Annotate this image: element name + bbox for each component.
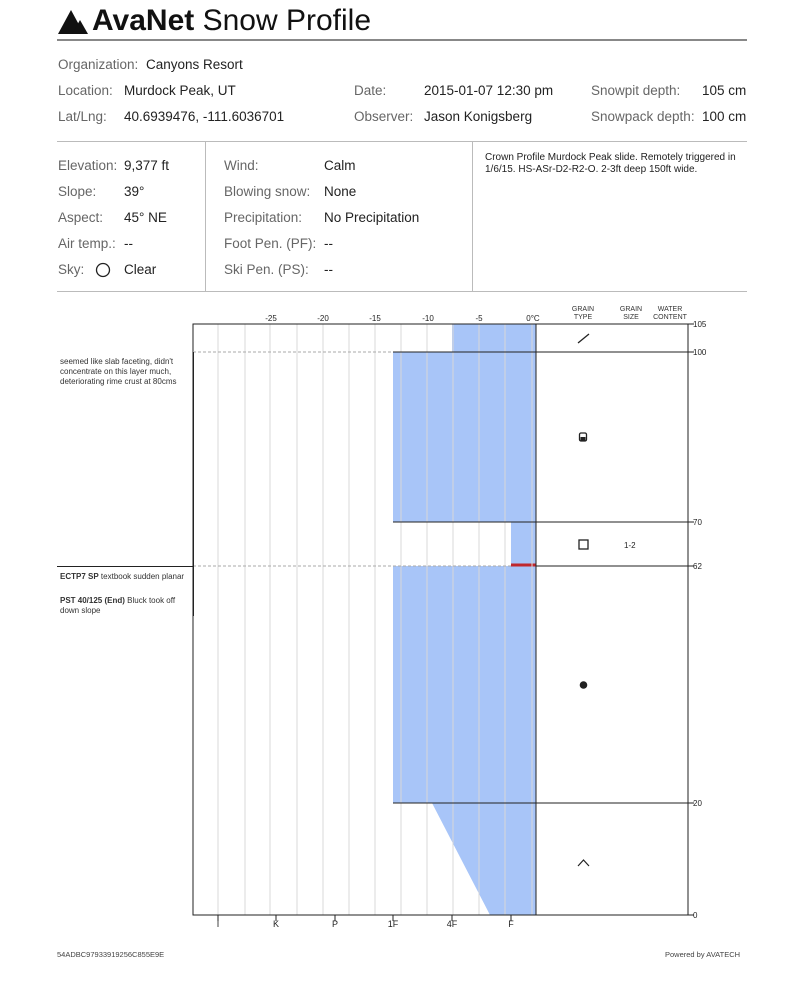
latlng-label: Lat/Lng: bbox=[58, 109, 107, 124]
ski-pen-value: -- bbox=[324, 262, 333, 277]
sky-value: Clear bbox=[124, 262, 157, 277]
depth-label-62: 62 bbox=[693, 562, 702, 571]
layer-comment-1: seemed like slab faceting, didn't concentrate on this layer much, deteriorating rime crust at 80cms bbox=[60, 357, 177, 386]
snowpit-label: Snowpit depth: bbox=[591, 83, 681, 98]
profile-id: 54ADBC97933919256C855E9E bbox=[57, 950, 165, 959]
hardness-tick: K bbox=[272, 919, 280, 929]
conditions-top-rule bbox=[57, 141, 747, 142]
slope-value: 39° bbox=[124, 184, 145, 199]
depth-label-0: 0 bbox=[693, 911, 698, 920]
rounded-facet-icon bbox=[580, 433, 587, 441]
page-title bbox=[92, 4, 371, 38]
depth-label-70: 70 bbox=[693, 518, 702, 527]
snowpack-value: 100 cm bbox=[702, 109, 747, 124]
stability-test-1 bbox=[60, 572, 188, 582]
test-1-name: ECTP7 SP bbox=[60, 572, 99, 581]
conditions-bottom-rule bbox=[57, 291, 747, 292]
grain-size-value: 1-2 bbox=[624, 541, 636, 550]
precipitation-value: No Precipitation bbox=[324, 210, 420, 225]
avanet-logo-icon bbox=[58, 8, 90, 34]
observer-label: Observer: bbox=[354, 109, 414, 124]
layer-62-20 bbox=[393, 566, 536, 803]
hardness-tick: P bbox=[331, 919, 339, 929]
blowing-snow-label: Blowing snow: bbox=[224, 184, 311, 199]
organization-label: Organization: bbox=[58, 57, 139, 72]
test-2-name: PST 40/125 (End) bbox=[60, 596, 125, 605]
water-content-header: WATER CONTENT bbox=[653, 306, 687, 321]
aspect-value: 45° NE bbox=[124, 210, 167, 225]
temp-tick: 0°C bbox=[526, 314, 540, 323]
airtemp-value: -- bbox=[124, 236, 133, 251]
depth-label-100: 100 bbox=[693, 348, 707, 357]
decomposing-particles-icon bbox=[578, 334, 589, 343]
depth-hoar-icon bbox=[578, 860, 589, 866]
profile-notes: Crown Profile Murdock Peak slide. Remotely triggered in 1/6/15. HS-ASr-D2-R2-O. 2-3ft deep 150ft wide. bbox=[485, 152, 736, 175]
test-1-text: textbook sudden planar bbox=[100, 572, 185, 581]
blowing-snow-value: None bbox=[324, 184, 357, 199]
temp-tick: -25 bbox=[265, 314, 277, 323]
conditions-divider-2 bbox=[472, 141, 473, 291]
layer-100-70 bbox=[393, 352, 536, 522]
brand-name: AvaNet bbox=[92, 4, 195, 37]
organization-value: Canyons Resort bbox=[146, 57, 243, 72]
sky-label: Sky: bbox=[58, 262, 85, 277]
temp-tick: -10 bbox=[422, 314, 434, 323]
layer-105-100 bbox=[452, 324, 536, 352]
test-2-text: Bluck took off down slope bbox=[60, 596, 176, 615]
hardness-tick: F bbox=[508, 919, 514, 929]
wind-value: Calm bbox=[324, 158, 356, 173]
header-rule bbox=[57, 39, 747, 41]
latlng-value: 40.6939476, -111.6036701 bbox=[124, 109, 285, 124]
observer-value: Jason Konigsberg bbox=[424, 109, 533, 124]
temp-tick: -15 bbox=[369, 314, 381, 323]
date-value: 2015-01-07 12:30 pm bbox=[424, 83, 554, 98]
conditions-divider-1 bbox=[205, 141, 206, 291]
hardness-tick: I bbox=[216, 919, 220, 929]
aspect-label: Aspect: bbox=[58, 210, 104, 225]
depth-label-20: 20 bbox=[693, 799, 702, 808]
faceted-crystal-icon bbox=[579, 540, 588, 549]
wind-label: Wind: bbox=[224, 158, 259, 173]
temp-tick: -5 bbox=[475, 314, 483, 323]
snowpit-value: 105 cm bbox=[702, 83, 747, 98]
slope-label: Slope: bbox=[58, 184, 97, 199]
date-label: Date: bbox=[354, 83, 387, 98]
precipitation-label: Precipitation: bbox=[224, 210, 303, 225]
grain-size-header: GRAIN SIZE bbox=[619, 306, 643, 321]
ski-pen-label: Ski Pen. (PS): bbox=[224, 262, 309, 277]
layer-20-0 bbox=[393, 803, 536, 915]
snowpack-label: Snowpack depth: bbox=[591, 109, 695, 124]
powered-by: Powered by AVATECH bbox=[665, 950, 741, 959]
title-text: Snow Profile bbox=[202, 4, 372, 37]
depth-label-105: 105 bbox=[693, 320, 707, 329]
foot-pen-value: -- bbox=[324, 236, 333, 251]
elevation-label: Elevation: bbox=[58, 158, 118, 173]
hardness-tick: 4F bbox=[446, 919, 458, 929]
location-label: Location: bbox=[58, 83, 113, 98]
grain-type-header: GRAIN TYPE bbox=[571, 306, 595, 321]
foot-pen-label: Foot Pen. (PF): bbox=[224, 236, 317, 251]
airtemp-label: Air temp.: bbox=[58, 236, 116, 251]
location-value: Murdock Peak, UT bbox=[124, 83, 236, 98]
elevation-value: 9,377 ft bbox=[124, 158, 170, 173]
stability-test-2 bbox=[60, 596, 188, 616]
melt-freeze-crust-icon bbox=[580, 681, 588, 689]
clear-sky-icon bbox=[95, 262, 111, 278]
hardness-tick: 1F bbox=[387, 919, 399, 929]
temp-tick: -20 bbox=[317, 314, 329, 323]
